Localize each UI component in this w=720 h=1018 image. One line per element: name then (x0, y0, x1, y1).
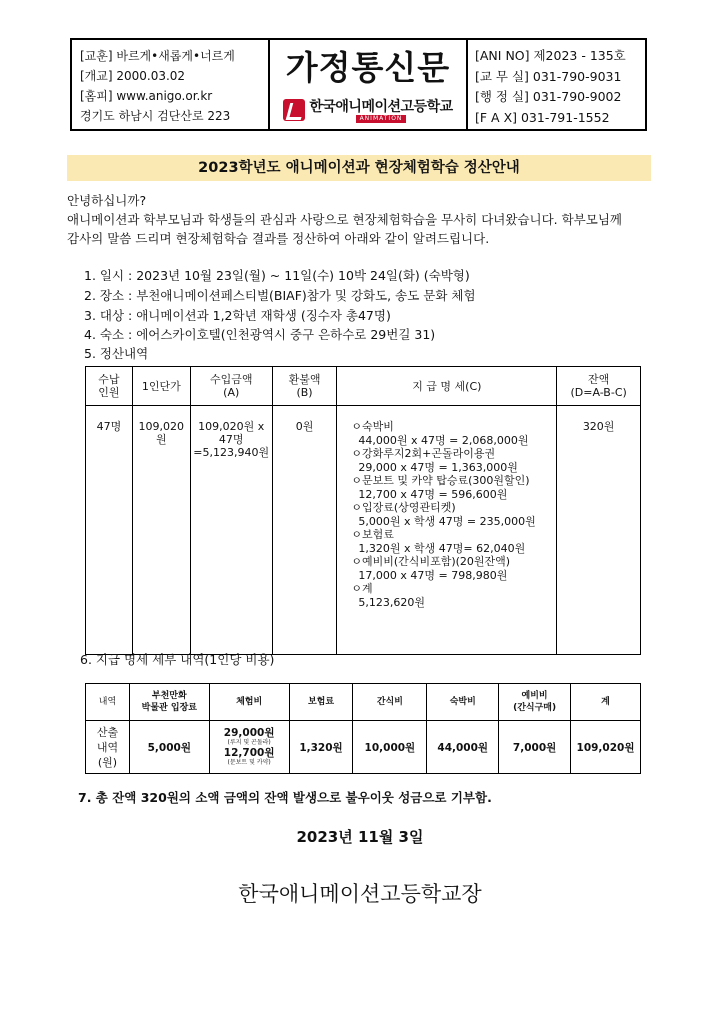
intro-line-2: 감사의 말씀 드리며 현장체험학습 결과를 정산하여 아래와 같이 알려드립니다. (67, 231, 490, 246)
cell-balance: 320원 (557, 406, 641, 655)
header-text: 잔액 (D=A-B-C) (570, 373, 627, 399)
experience-note: (문보트 및 카약) (227, 759, 271, 766)
detail-line: ㅇ계 (351, 582, 373, 595)
header-headcount (86, 367, 133, 406)
homepage: [홈피] www.anigo.or.kr (80, 89, 213, 103)
intro-line-1: 애니메이션과 학부모님과 학생들의 관심과 사랑으로 현장체험학습을 무사히 다녀왔습니다. 학부모님께 (67, 212, 622, 227)
row-label-line: (원) (97, 755, 118, 769)
motto: [교훈] 바르게•새롭게•너르게 (80, 49, 235, 63)
detail-line: 1,320원 x 학생 47명= 62,040원 (351, 541, 526, 555)
header-payment-details (337, 367, 557, 406)
header-text: 예비비 (521, 691, 548, 701)
founded: [개교] 2000.03.02 (80, 69, 186, 83)
experience-amount: 12,700원 (223, 747, 275, 759)
income-line: 109,020원 x (198, 420, 265, 433)
contact-info (475, 46, 645, 128)
detail-line: ㅇ예비비(간식비포함)(20원잔액) (351, 555, 511, 568)
logo-subtext: ANIMATION (356, 115, 407, 123)
admin-office-phone: [행 정 실] 031-790-9002 (475, 89, 622, 104)
header-total: 계 (571, 684, 641, 721)
item-place: 2. 장소 : 부천애니메이션페스티벌(BIAF)참가 및 강화도, 송도 문화 체험 (84, 288, 476, 303)
item-date: 1. 일시 : 2023년 10월 23일(월) ~ 11일(수) 10박 24일(화) (숙박형) (84, 268, 470, 283)
header-item: 내역 (86, 684, 130, 721)
table-row (86, 406, 641, 655)
header-unit-price (132, 367, 190, 406)
header-text: 수납 인원 (98, 373, 120, 399)
cell-refund: 0원 (272, 406, 337, 655)
experience-amount: 29,000원 (223, 727, 275, 739)
principal-signature: 한국애니메이션고등학교장 (238, 882, 482, 906)
table-header-row (86, 684, 641, 721)
header-text: (간식구매) (513, 703, 557, 713)
header-title-area (270, 40, 466, 129)
cell-total: 109,020원 (571, 721, 641, 774)
cell-snack: 10,000원 (353, 721, 427, 774)
document-number: [ANI NO] 제2023 - 135호 (475, 48, 626, 63)
experience-note: (루지 및 곤돌라) (227, 739, 271, 746)
header-experience-fee: 체험비 (209, 684, 289, 721)
header-museum-fee (129, 684, 209, 721)
detail-line: ㅇ문보트 및 카약 탑승료(300원할인) (351, 474, 530, 487)
table-row (86, 721, 641, 774)
income-line: =5,123,940원 (193, 446, 270, 459)
detail-line: ㅇ숙박비 (351, 420, 394, 433)
header-reserve (499, 684, 571, 721)
header-balance (557, 367, 641, 406)
cell-headcount: 47명 (86, 406, 133, 655)
detail-line: 17,000 x 47명 = 798,980원 (351, 568, 508, 582)
header-refund (272, 367, 337, 406)
header-income (190, 367, 272, 406)
detail-line: ㅇ강화루지2회+곤돌라이용권 (351, 447, 496, 460)
header-text: 1인단가 (141, 379, 181, 393)
row-label-line: 산출 (96, 725, 119, 739)
notice-title: 2023학년도 애니메이션과 현장체험학습 정산안내 (67, 155, 651, 181)
greeting: 안녕하십니까? (67, 193, 147, 208)
header-text: 환불액 (B) (288, 373, 321, 399)
fax-number: [F A X] 031-791-1552 (475, 109, 610, 125)
header-insurance: 보험료 (289, 684, 353, 721)
income-line: 47명 (218, 433, 244, 446)
header-text: 박물관 입장료 (141, 703, 197, 713)
address: 경기도 하남시 검단산로 223 (80, 109, 231, 123)
table-header-row (86, 367, 641, 406)
cell-row-label (86, 721, 130, 774)
detail-line: 44,000원 x 47명 = 2,068,000원 (351, 433, 529, 447)
header-text: 지 급 명 세(C) (412, 379, 482, 393)
logo-text: 한국애니메이션고등학교 (309, 99, 453, 115)
document-date: 2023년 11월 3일 (296, 828, 424, 846)
cell-unit-price: 109,020원 (132, 406, 190, 655)
item-target: 3. 대상 : 애니메이션과 1,2학년 재학생 (징수자 총47명) (84, 308, 391, 323)
cell-experience-fee (209, 721, 289, 774)
school-logo-icon (283, 99, 305, 121)
header-text: 부천만화 (151, 691, 187, 701)
header-lodging: 숙박비 (427, 684, 499, 721)
section-6-heading: 6. 지급 명세 세부 내역(1인당 비용) (80, 652, 275, 667)
item-settlement: 5. 정산내역 (84, 346, 149, 361)
header-box (70, 38, 647, 131)
detail-line: 12,700 x 47명 = 596,600원 (351, 487, 508, 501)
item-lodging: 4. 숙소 : 에어스카이호텔(인천광역시 중구 은하수로 29번길 31) (84, 327, 436, 342)
detail-line: ㅇ입장료(상영관티켓) (351, 501, 456, 514)
school-info (80, 46, 265, 126)
academic-office-phone: [교 무 실] 031-790-9031 (475, 68, 622, 84)
cell-reserve: 7,000원 (499, 721, 571, 774)
settlement-table (85, 366, 641, 655)
donation-note: 7. 총 잔액 320원의 소액 금액의 잔액 발생으로 불우이웃 성금으로 기부함. (78, 790, 492, 805)
cell-lodging: 44,000원 (427, 721, 499, 774)
document-title: 가정통신문 (285, 48, 451, 87)
divider (466, 40, 468, 129)
detail-line: ㅇ보험료 (351, 528, 394, 541)
detail-line: 29,000 x 47명 = 1,363,000원 (351, 460, 518, 474)
detail-line: 5,000원 x 학생 47명 = 235,000원 (351, 514, 536, 528)
row-label-line: 내역 (96, 740, 119, 754)
school-logo (270, 96, 466, 123)
cell-payment-details (337, 406, 557, 655)
cost-breakdown-table (85, 683, 641, 774)
cell-museum-fee: 5,000원 (129, 721, 209, 774)
header-text: 수입금액 (A) (209, 373, 253, 399)
cell-insurance: 1,320원 (289, 721, 353, 774)
detail-line: 5,123,620원 (351, 595, 425, 609)
header-snack: 간식비 (353, 684, 427, 721)
cell-income (190, 406, 272, 655)
